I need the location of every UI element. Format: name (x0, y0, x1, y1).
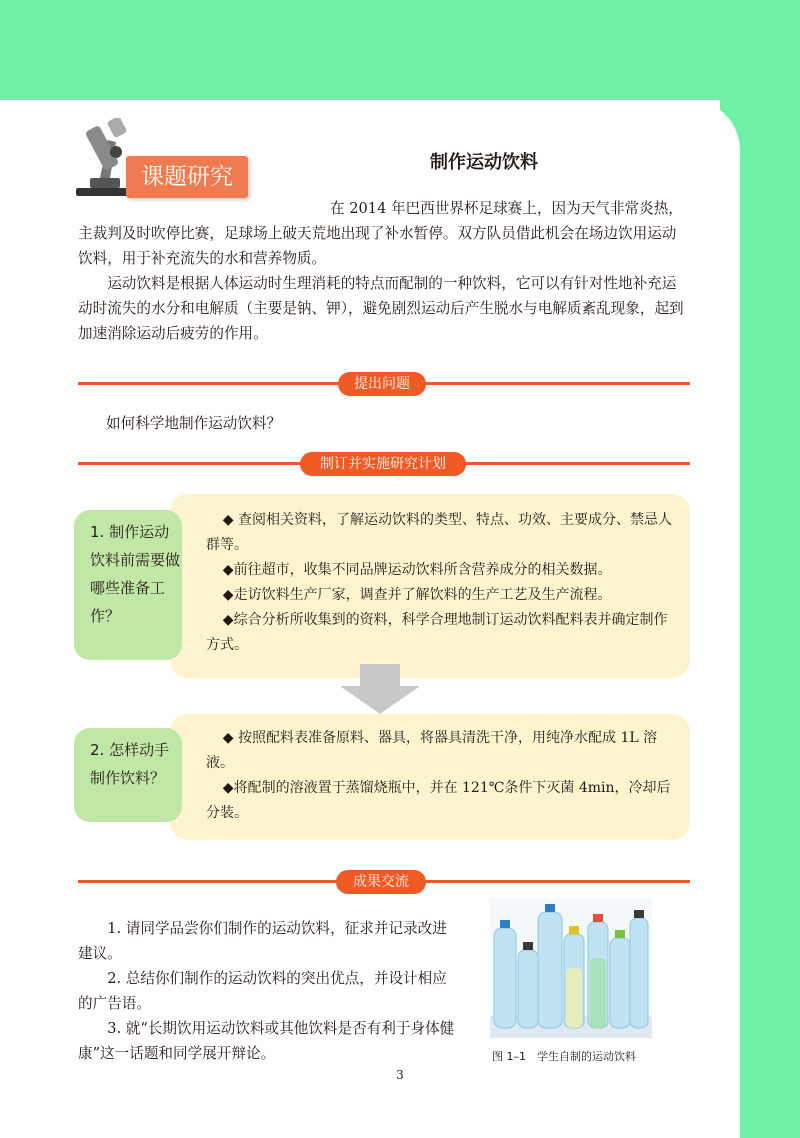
result-item: 1. 请同学品尝你们制作的运动饮料，征求并记录改进建议。 (78, 920, 447, 962)
figure-caption: 图 1–1 学生自制的运动饮料 (492, 1050, 636, 1063)
step1-item: ◆ 查阅相关资料，了解运动饮料的类型、特点、功效、主要成分、禁忌人群等。 (206, 512, 673, 553)
bottles-photo (490, 898, 652, 1038)
intro-paragraph-2: 运动饮料是根据人体运动时生理消耗的特点而配制的一种饮料，它可以有针对性地补充运动时流失的水分和电解质（主要是钠、钾），避免剧烈运动后产生脱水与电解质紊乱现象，起到加速消除运动后疲劳的作用。 (78, 275, 684, 342)
result-item: 2. 总结你们制作的运动饮料的突出优点，并设计相应的广告语。 (78, 970, 447, 1012)
intro-text (78, 196, 690, 346)
step2-list (206, 726, 672, 826)
section-heading-1: 提出问题 (338, 372, 426, 396)
step1-item: ◆走访饮料生产厂家，调查并了解饮料的生产工艺及生产流程。 (222, 587, 612, 603)
page-number: 3 (396, 1068, 404, 1082)
step1-item: ◆前往超市，收集不同品牌运动饮料所含营养成分的相关数据。 (222, 562, 612, 578)
down-arrow-icon (340, 664, 420, 714)
section-heading-2: 制订并实施研究计划 (300, 452, 466, 476)
page-title: 制作运动饮料 (430, 152, 538, 173)
step2-item: ◆ 按照配料表准备原料、器具，将器具清洗干净，用纯净水配成 1L 溶液。 (206, 730, 658, 771)
step1-question-label: 1. 制作运动饮料前需要做哪些准备工作？ (74, 510, 182, 660)
step1-item: ◆综合分析所收集到的资料，科学合理地制订运动饮料配料表并确定制作方式。 (206, 612, 668, 653)
results-list (78, 916, 458, 1066)
result-item: 3. 就“长期饮用运动饮料或其他饮料是否有利于身体健康”这一话题和同学展开辩论。 (78, 1020, 455, 1062)
step2-item: ◆将配制的溶液置于蒸馏烧瓶中，并在 121℃条件下灭菌 4min，冷却后分装。 (206, 780, 671, 821)
step1-list (206, 508, 672, 658)
top-color-band (0, 0, 800, 100)
section-type-label: 课题研究 (126, 156, 248, 198)
intro-paragraph-1: 在 2014 年巴西世界杯足球赛上，因为天气非常炎热，主裁判及时吹停比赛，足球场上破天荒地出现了补水暂停。双方队员借此机会在场边饮用运动饮料，用于补充流失的水和营养物质。 (78, 200, 683, 267)
section-heading-3: 成果交流 (336, 870, 426, 894)
research-question: 如何科学地制作运动饮料？ (106, 415, 282, 432)
step2-question-label: 2. 怎样动手制作饮料？ (74, 728, 182, 822)
